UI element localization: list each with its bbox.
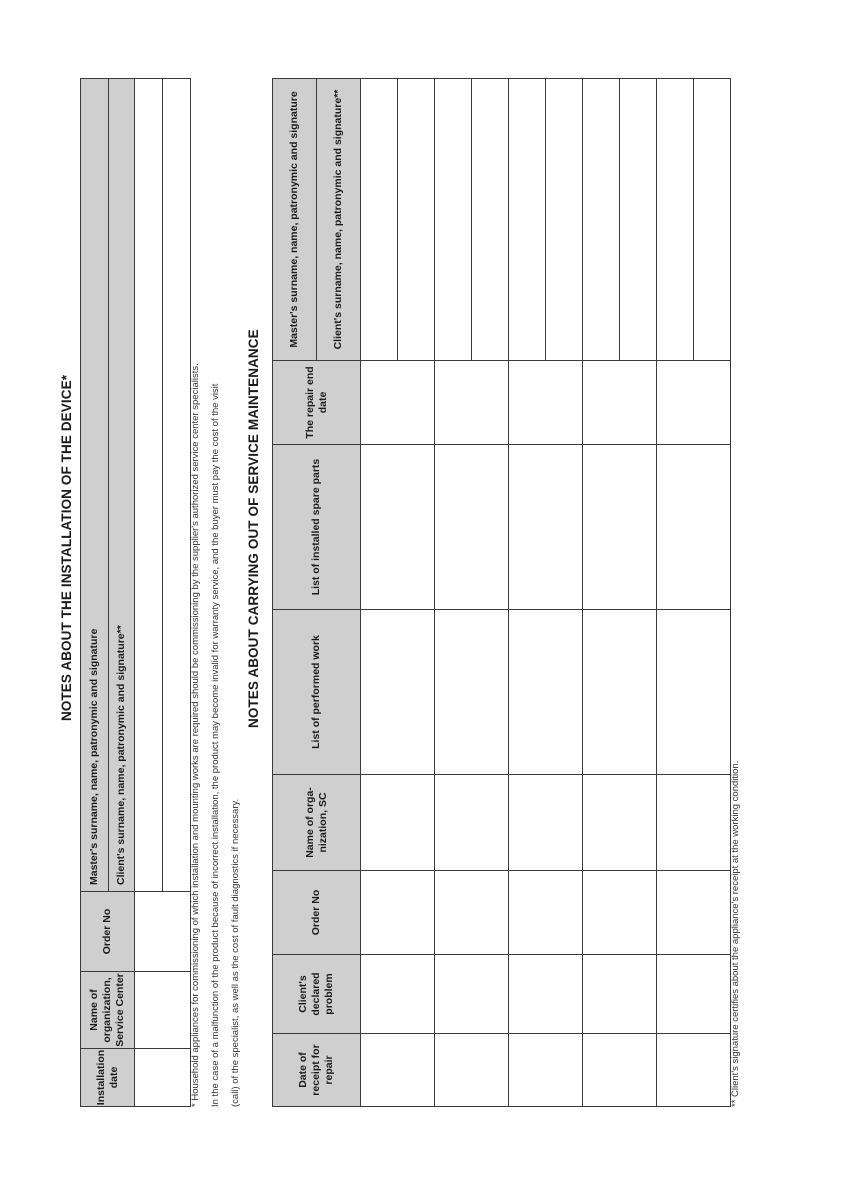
organization-header: Name of organization, Service Center bbox=[81, 972, 135, 1049]
table-row bbox=[583, 79, 620, 1107]
date-receipt-header: Date of receipt for repair bbox=[273, 1034, 361, 1107]
client-signature-cell[interactable] bbox=[620, 79, 657, 361]
problem-cell[interactable] bbox=[583, 955, 657, 1034]
problem-cell[interactable] bbox=[509, 955, 583, 1034]
master-signature-cell[interactable] bbox=[583, 79, 620, 361]
date-cell[interactable] bbox=[583, 1034, 657, 1107]
date-cell[interactable] bbox=[657, 1034, 731, 1107]
organization-header: Name of orga-nization, SC bbox=[273, 775, 361, 871]
order-no-header: Order No bbox=[81, 892, 135, 972]
parts-cell[interactable] bbox=[361, 445, 435, 610]
client-signature-header: Client's surname, name, patronymic and signature** bbox=[109, 79, 135, 892]
work-cell[interactable] bbox=[435, 610, 509, 775]
order-cell[interactable] bbox=[583, 871, 657, 955]
organization-cell[interactable] bbox=[435, 775, 509, 871]
client-signature-header: Client's surname, name, patronymic and signature** bbox=[317, 79, 361, 361]
master-signature-cell[interactable] bbox=[135, 79, 163, 892]
footnote-line-3: (call) of the specialist, as well as the cost of fault diagnostics if necessary. bbox=[230, 798, 241, 1107]
performed-work-header: List of performed work bbox=[273, 610, 361, 775]
work-cell[interactable] bbox=[509, 610, 583, 775]
work-cell[interactable] bbox=[361, 610, 435, 775]
date-cell[interactable] bbox=[509, 1034, 583, 1107]
maintenance-title: NOTES ABOUT CARRYING OUT OF SERVICE MAINTENANCE bbox=[246, 329, 261, 728]
master-signature-cell[interactable] bbox=[435, 79, 472, 361]
problem-cell[interactable] bbox=[657, 955, 731, 1034]
table-row bbox=[657, 79, 694, 1107]
table-row bbox=[435, 79, 472, 1107]
end-date-cell[interactable] bbox=[509, 361, 583, 445]
parts-cell[interactable] bbox=[583, 445, 657, 610]
master-signature-cell[interactable] bbox=[657, 79, 694, 361]
organization-cell[interactable] bbox=[583, 775, 657, 871]
organization-cell[interactable] bbox=[135, 972, 191, 1049]
client-signature-cell[interactable] bbox=[163, 79, 191, 892]
order-cell[interactable] bbox=[435, 871, 509, 955]
installation-date-cell[interactable] bbox=[135, 1049, 191, 1107]
parts-cell[interactable] bbox=[509, 445, 583, 610]
parts-cell[interactable] bbox=[657, 445, 731, 610]
footnote-line-1: * Household appliances for commissioning of which installation and mounting works are required should be commissioning by the supplier's authorized service center specialists. bbox=[190, 363, 201, 1107]
client-signature-cell[interactable] bbox=[472, 79, 509, 361]
maintenance-table bbox=[272, 78, 731, 1107]
master-signature-cell[interactable] bbox=[509, 79, 546, 361]
order-no-cell[interactable] bbox=[135, 892, 191, 972]
end-date-cell[interactable] bbox=[361, 361, 435, 445]
table-row bbox=[509, 79, 546, 1107]
problem-cell[interactable] bbox=[435, 955, 509, 1034]
client-signature-cell[interactable] bbox=[546, 79, 583, 361]
client-signature-cell[interactable] bbox=[694, 79, 731, 361]
master-signature-header: Master's surname, name, patronymic and signature bbox=[81, 79, 109, 892]
declared-problem-header: Client's declared problem bbox=[273, 955, 361, 1034]
date-cell[interactable] bbox=[435, 1034, 509, 1107]
order-cell[interactable] bbox=[361, 871, 435, 955]
problem-cell[interactable] bbox=[361, 955, 435, 1034]
spare-parts-header: List of installed spare parts bbox=[273, 445, 361, 610]
installation-table bbox=[80, 78, 191, 1107]
order-cell[interactable] bbox=[657, 871, 731, 955]
parts-cell[interactable] bbox=[435, 445, 509, 610]
order-cell[interactable] bbox=[509, 871, 583, 955]
work-cell[interactable] bbox=[657, 610, 731, 775]
client-signature-cell[interactable] bbox=[398, 79, 435, 361]
table-row bbox=[361, 79, 398, 1107]
master-signature-header: Master's surname, name, patronymic and signature bbox=[273, 79, 317, 361]
end-date-cell[interactable] bbox=[583, 361, 657, 445]
repair-end-header: The repair end date bbox=[273, 361, 361, 445]
order-no-header: Order No bbox=[273, 871, 361, 955]
master-signature-cell[interactable] bbox=[361, 79, 398, 361]
installation-title: NOTES ABOUT THE INSTALLATION OF THE DEVICE* bbox=[59, 374, 74, 721]
signature-footnote: ** Client's signature certifies about the appliance's receipt at the working condition. bbox=[730, 760, 741, 1107]
footnote-line-2: In the case of a malfunction of the product because of incorrect installation, the product may become invalid for warranty service, and the buyer must pay the cost of the visit bbox=[210, 383, 221, 1107]
work-cell[interactable] bbox=[583, 610, 657, 775]
end-date-cell[interactable] bbox=[657, 361, 731, 445]
organization-cell[interactable] bbox=[657, 775, 731, 871]
end-date-cell[interactable] bbox=[435, 361, 509, 445]
organization-cell[interactable] bbox=[509, 775, 583, 871]
organization-cell[interactable] bbox=[361, 775, 435, 871]
date-cell[interactable] bbox=[361, 1034, 435, 1107]
installation-date-header: Installation date bbox=[81, 1049, 135, 1107]
